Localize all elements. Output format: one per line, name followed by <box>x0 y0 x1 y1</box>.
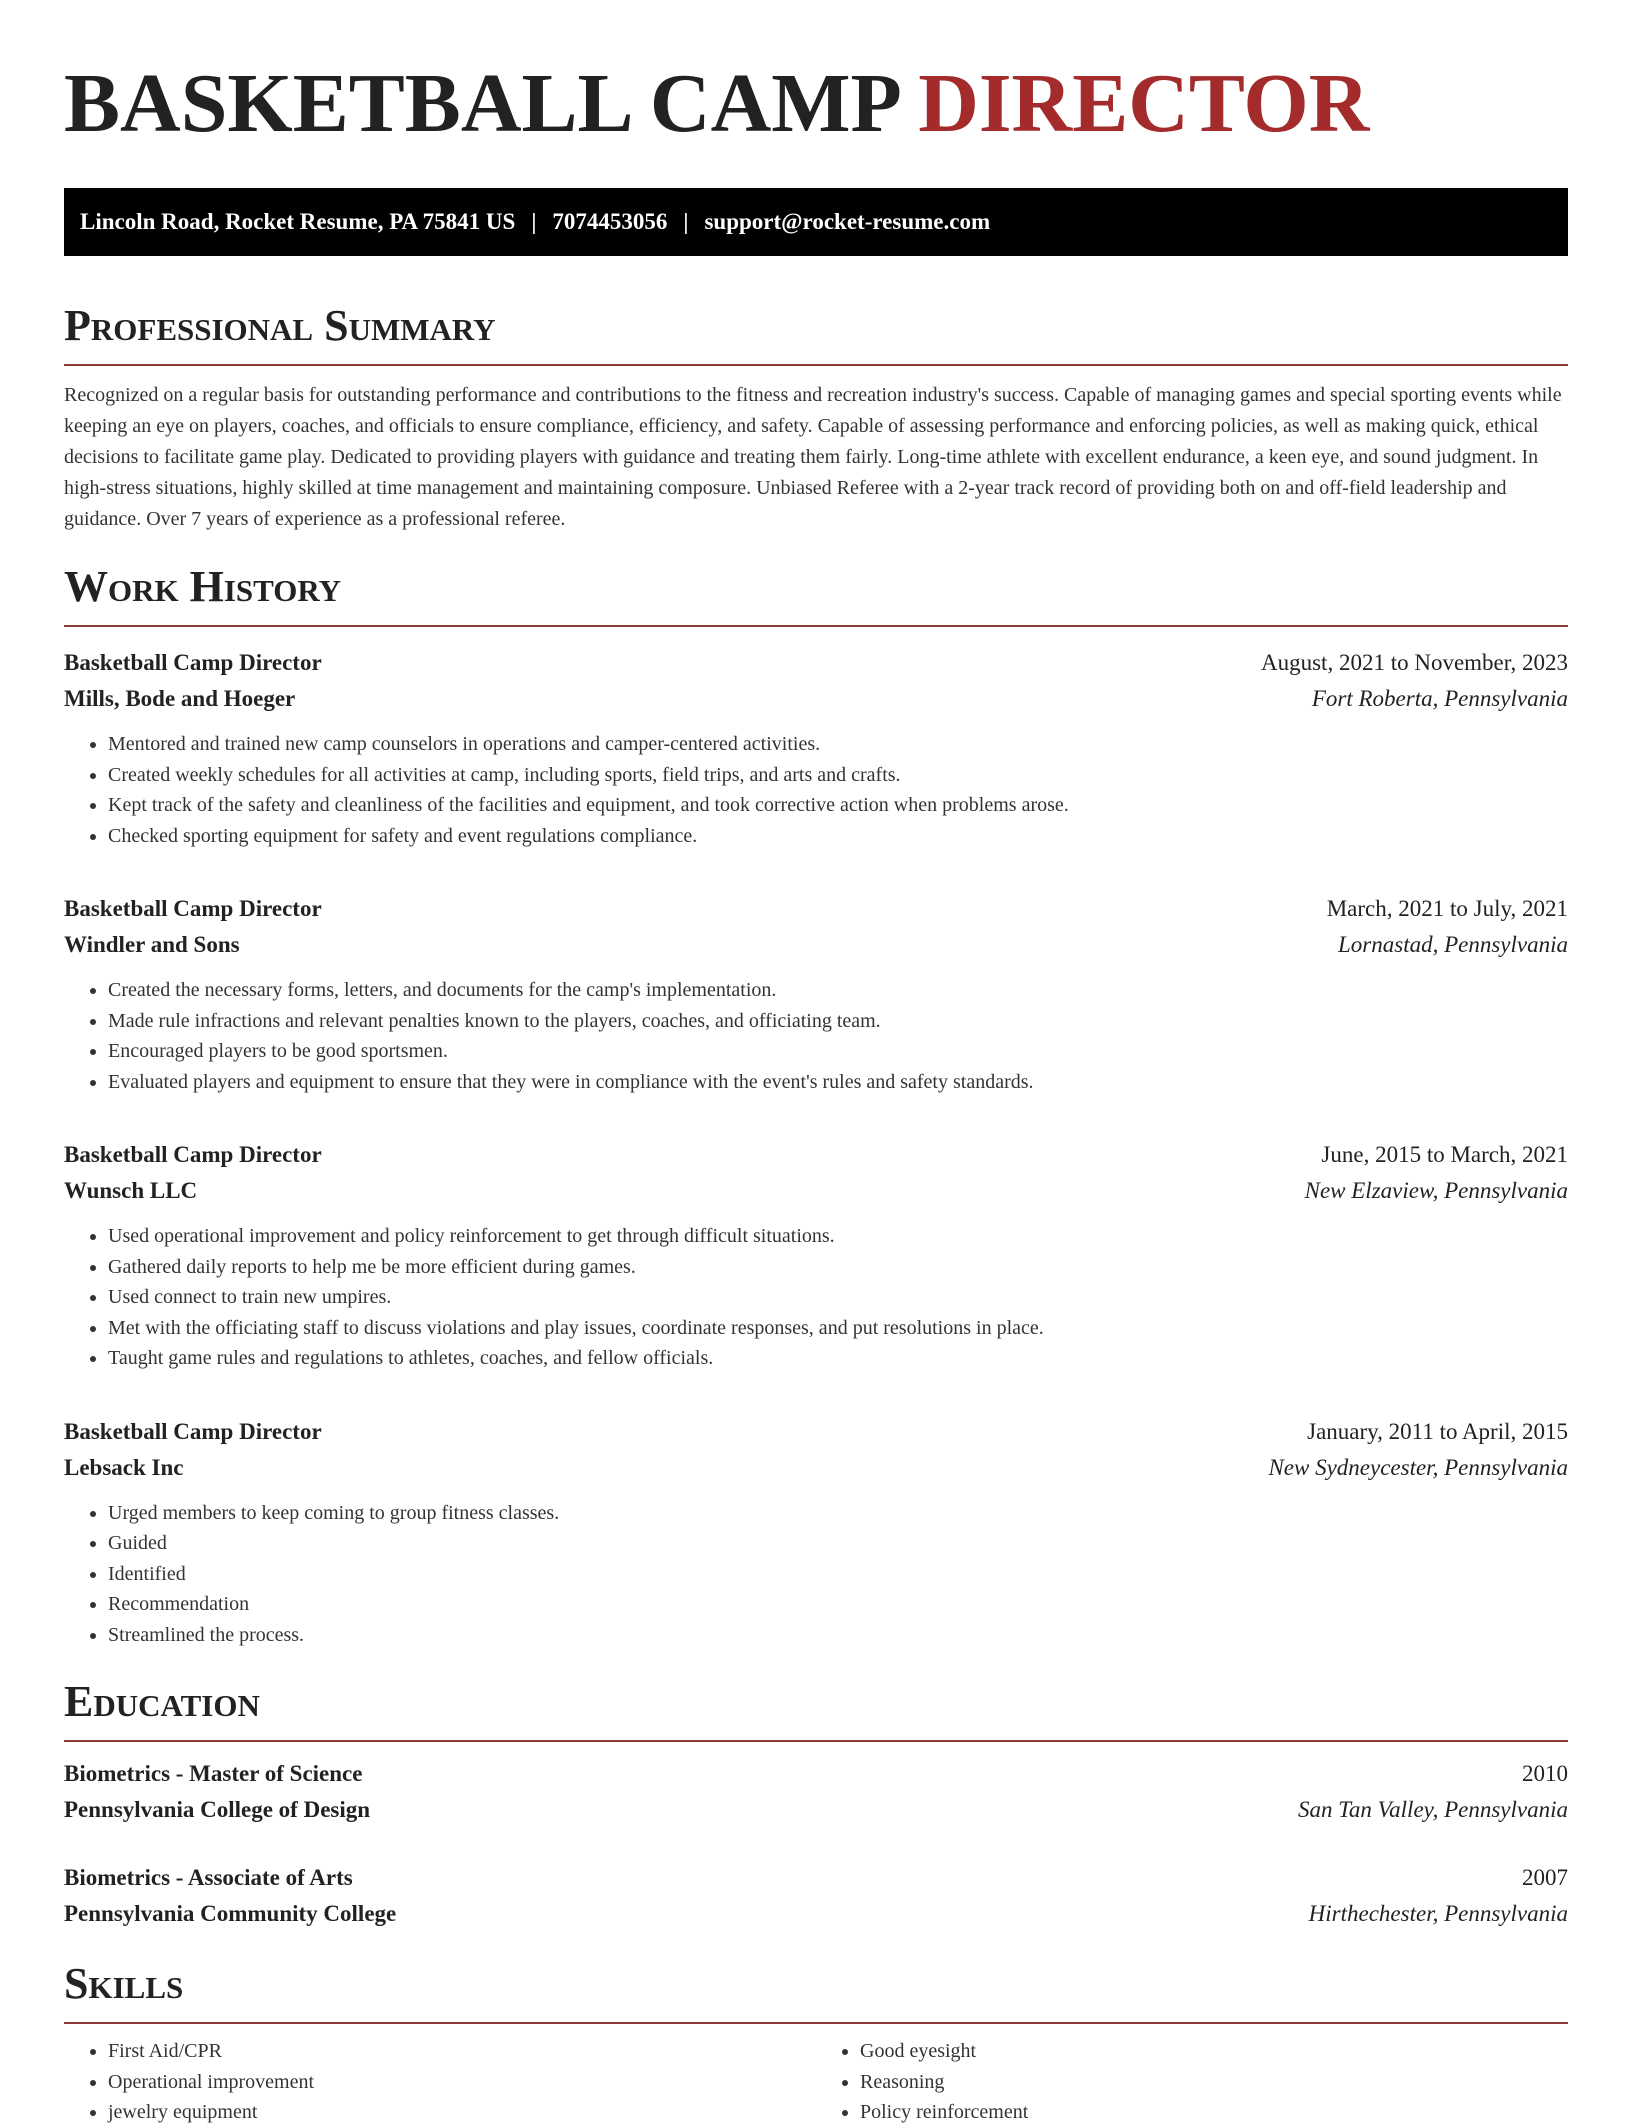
job-bullet: • Checked sporting equipment for safety and event regulations compliance. <box>108 821 1568 852</box>
job-company: Wunsch LLC <box>64 1178 198 1203</box>
job-bullet: • Encouraged players to be good sportsmen. <box>108 1036 1568 1067</box>
job-bullets <box>64 1498 1568 1651</box>
education-location: Hirthechester, Pennsylvania <box>1308 1901 1568 1926</box>
skill-item: • Operational improvement <box>108 2067 816 2098</box>
job-title: Basketball Camp Director <box>64 1142 322 1167</box>
work-history-heading: Work History <box>64 561 1568 627</box>
title-accent: DIRECTOR <box>918 57 1370 150</box>
job-bullet: • Recommendation <box>108 1589 1568 1620</box>
summary-heading: Professional Summary <box>64 300 1568 366</box>
job-bullet: • Mentored and trained new camp counselors in operations and camper-centered activities. <box>108 729 1568 760</box>
summary-text: Recognized on a regular basis for outstanding performance and contributions to the fitness and recreation industry's success. Capable of managing games and special sporting events while keeping an eye on players, coaches, and officials to ensure compliance, efficiency, and safety. Capable of assessing performance and enforcing policies, as well as making quick, ethical decisions to facilitate game play. Dedicated to providing players with guidance and treating them fairly. Long-time athlete with excellent endurance, a keen eye, and sound judgment. In high-stress situations, highly skilled at time management and maintaining composure. Unbiased Referee with a 2-year track record of providing both on and off-field leadership and guidance. Over 7 years of experience as a professional referee. <box>64 384 1562 530</box>
job-bullet: • Identified <box>108 1559 1568 1590</box>
education-location: San Tan Valley, Pennsylvania <box>1297 1797 1568 1822</box>
education-school: Pennsylvania College of Design <box>64 1797 371 1822</box>
job-bullets <box>64 729 1568 851</box>
contact-bar <box>64 188 1568 256</box>
education-entry <box>64 1860 1568 1932</box>
job-title: Basketball Camp Director <box>64 1418 322 1444</box>
job-title: Basketball Camp Director <box>64 650 322 675</box>
title-main: BASKETBALL CAMP <box>64 57 898 150</box>
skills-heading: Skills <box>64 1958 1568 2024</box>
contact-separator: | <box>531 209 537 234</box>
job-bullet: • Urged members to keep coming to group fitness classes. <box>108 1498 1568 1529</box>
job-entry <box>64 1137 1568 1374</box>
job-bullet: • Created weekly schedules for all activities at camp, including sports, field trips, and arts and crafts. <box>108 760 1568 791</box>
summary-section <box>64 300 1568 535</box>
job-entry <box>64 645 1568 851</box>
contact-email: support@rocket-resume.com <box>704 209 991 234</box>
job-dates: January, 2011 to April, 2015 <box>1307 1418 1568 1444</box>
job-bullet: • Kept track of the safety and cleanliness of the facilities and equipment, and took corrective action when problems arose. <box>108 790 1568 821</box>
contact-address: Lincoln Road, Rocket Resume, PA 75841 US <box>80 209 516 234</box>
job-bullet: • Used operational improvement and policy reinforcement to get through difficult situations. <box>108 1221 1568 1252</box>
education-school: Pennsylvania Community College <box>64 1901 397 1926</box>
job-entry <box>64 891 1568 1097</box>
job-location: Lornastad, Pennsylvania <box>1338 932 1568 957</box>
skill-item: • First Aid/CPR <box>108 2036 816 2067</box>
job-dates: August, 2021 to November, 2023 <box>1261 650 1568 675</box>
skills-column-right <box>816 2036 1568 2128</box>
skill-item: • Policy reinforcement <box>860 2097 1568 2128</box>
job-bullet: • Streamlined the process. <box>108 1620 1568 1651</box>
job-bullet: • Met with the officiating staff to discuss violations and play issues, coordinate responses, and put resolutions in place. <box>108 1313 1568 1344</box>
job-company: Windler and Sons <box>64 932 240 957</box>
job-bullet: • Gathered daily reports to help me be more efficient during games. <box>108 1252 1568 1283</box>
job-bullet: • Created the necessary forms, letters, and documents for the camp's implementation. <box>108 975 1568 1006</box>
job-bullet: • Guided <box>108 1528 1568 1559</box>
contact-separator: | <box>683 209 689 234</box>
skill-item: • Reasoning <box>860 2067 1568 2098</box>
education-degree: Biometrics - Master of Science <box>64 1761 363 1786</box>
job-bullets <box>64 975 1568 1097</box>
job-entry <box>64 1414 1568 1651</box>
education-degree: Biometrics - Associate of Arts <box>64 1865 353 1890</box>
work-history-section <box>64 561 1568 1650</box>
job-bullet: • Evaluated players and equipment to ensure that they were in compliance with the event's rules and safety standards. <box>108 1067 1568 1098</box>
skill-item: • jewelry equipment <box>108 2097 816 2128</box>
job-title: Basketball Camp Director <box>64 896 322 921</box>
resume-title <box>64 56 1568 152</box>
education-heading: Education <box>64 1676 1568 1742</box>
education-section <box>64 1676 1568 1932</box>
job-dates: March, 2021 to July, 2021 <box>1326 896 1568 921</box>
education-year: 2007 <box>1522 1865 1568 1890</box>
job-location: New Sydneycester, Pennsylvania <box>1268 1454 1568 1480</box>
job-bullet: • Made rule infractions and relevant penalties known to the players, coaches, and officiating team. <box>108 1006 1568 1037</box>
skills-grid <box>64 2036 1568 2128</box>
skills-section <box>64 1958 1568 2128</box>
job-company: Mills, Bode and Hoeger <box>64 686 296 711</box>
education-entry <box>64 1756 1568 1828</box>
education-year: 2010 <box>1522 1761 1568 1786</box>
job-location: Fort Roberta, Pennsylvania <box>1311 686 1568 711</box>
job-bullet: • Taught game rules and regulations to athletes, coaches, and fellow officials. <box>108 1343 1568 1374</box>
job-bullet: • Used connect to train new umpires. <box>108 1282 1568 1313</box>
skill-item: • Good eyesight <box>860 2036 1568 2067</box>
job-dates: June, 2015 to March, 2021 <box>1321 1142 1568 1167</box>
contact-phone: 7074453056 <box>552 209 668 234</box>
job-company: Lebsack Inc <box>64 1454 184 1480</box>
skills-column-left <box>64 2036 816 2128</box>
job-location: New Elzaview, Pennsylvania <box>1304 1178 1568 1203</box>
job-bullets <box>64 1221 1568 1374</box>
